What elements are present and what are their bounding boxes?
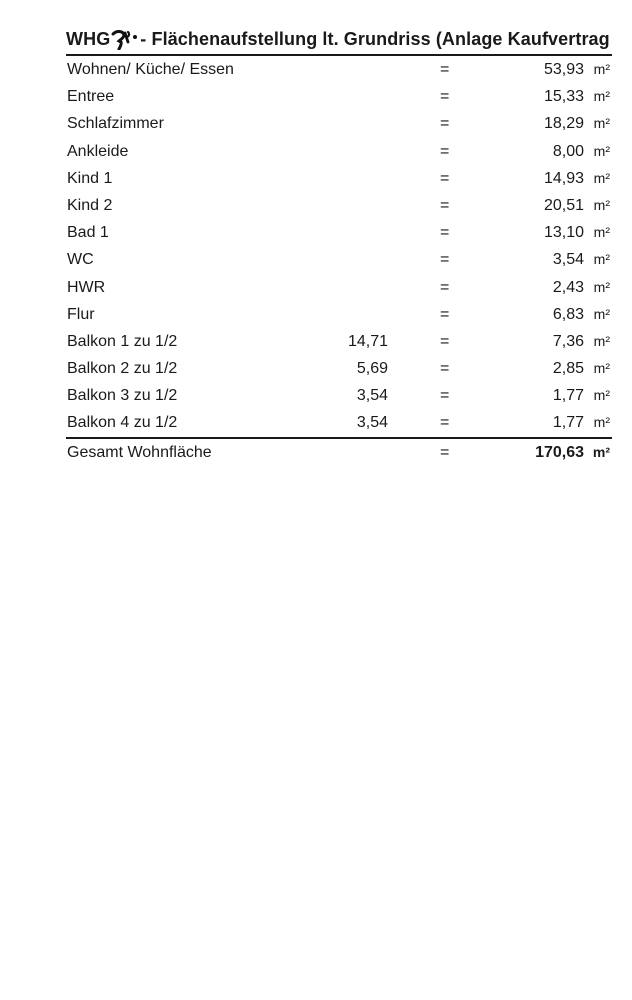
area-unit: m² — [593, 360, 610, 377]
room-label: Schlafzimmer — [67, 115, 164, 133]
area-unit: m² — [593, 305, 610, 322]
area-value: 13,10 — [543, 224, 584, 242]
room-label: Ankleide — [67, 142, 129, 160]
area-value: 8,00 — [552, 142, 584, 160]
area-unit: m² — [593, 196, 610, 213]
room-label: Wohnen/ Küche/ Essen — [67, 61, 234, 78]
room-label: HWR — [67, 278, 106, 296]
room-label: Balkon 1 zu 1/2 — [67, 332, 178, 350]
total-label: Gesamt Wohnfläche — [67, 443, 212, 461]
area-unit: m² — [593, 387, 610, 404]
area-unit: m² — [593, 278, 610, 295]
area-table — [66, 56, 612, 437]
table-row — [66, 83, 612, 110]
gross-area-value: 3,54 — [356, 387, 388, 405]
table-row — [66, 138, 612, 165]
room-label: Entree — [67, 88, 115, 106]
equals-sign: = — [440, 278, 450, 296]
equals-sign: = — [440, 196, 450, 214]
table-row — [66, 382, 612, 409]
gross-area-value: 14,71 — [347, 332, 388, 350]
equals-sign: = — [440, 360, 450, 378]
table-row — [66, 274, 612, 301]
area-unit: m² — [593, 251, 610, 268]
area-value: 18,29 — [543, 115, 584, 133]
area-unit: m² — [593, 332, 610, 349]
table-row — [66, 301, 612, 328]
area-value: 15,33 — [543, 88, 584, 106]
table-row — [66, 219, 612, 246]
room-label: Kind 1 — [67, 169, 113, 187]
table-row — [66, 246, 612, 273]
equals-sign: = — [440, 115, 450, 133]
table-row — [66, 328, 612, 355]
equals-sign: = — [440, 387, 450, 405]
area-unit: m² — [593, 115, 610, 132]
equals-sign: = — [440, 305, 450, 323]
room-label: WC — [67, 251, 94, 269]
area-unit: m² — [593, 224, 610, 241]
table-row — [66, 56, 612, 83]
room-label: Balkon 2 zu 1/2 — [67, 360, 178, 378]
total-unit: m² — [592, 443, 610, 460]
header-prefix: WHG — [66, 28, 111, 49]
area-unit: m² — [593, 414, 610, 431]
header-title: - Flächenaufstellung lt. Grundriss (Anlage Kaufvertrag — [140, 28, 610, 49]
gross-area-value: 5,69 — [356, 360, 388, 378]
document-header — [66, 24, 612, 54]
room-label: Flur — [67, 305, 95, 323]
area-value: 6,83 — [552, 305, 584, 323]
room-label: Bad 1 — [67, 224, 109, 242]
total-equals-sign: = — [440, 443, 450, 461]
area-value: 7,36 — [552, 332, 584, 350]
room-label: Balkon 3 zu 1/2 — [67, 387, 178, 405]
table-row — [66, 409, 612, 436]
equals-sign: = — [440, 414, 450, 432]
area-value: 20,51 — [543, 196, 584, 214]
handwritten-number-mark-icon — [111, 28, 139, 50]
area-unit: m² — [593, 88, 610, 105]
equals-sign: = — [440, 224, 450, 242]
table-row — [66, 355, 612, 382]
equals-sign: = — [440, 251, 450, 269]
area-value: 53,93 — [543, 61, 584, 78]
gross-area-value: 3,54 — [356, 414, 388, 432]
equals-sign: = — [440, 169, 450, 187]
area-value: 2,43 — [552, 278, 584, 296]
total-row — [66, 439, 612, 466]
room-label: Kind 2 — [67, 196, 113, 214]
total-value: 170,63 — [535, 443, 584, 461]
area-schedule-document — [66, 24, 612, 466]
table-row — [66, 165, 612, 192]
area-value: 3,54 — [552, 251, 584, 269]
area-value: 1,77 — [552, 387, 584, 405]
room-label: Balkon 4 zu 1/2 — [67, 414, 178, 432]
equals-sign: = — [440, 61, 450, 78]
equals-sign: = — [440, 332, 450, 350]
equals-sign: = — [440, 88, 450, 106]
area-value: 2,85 — [552, 360, 584, 378]
area-value: 1,77 — [552, 414, 584, 432]
table-row — [66, 192, 612, 219]
area-value: 14,93 — [543, 169, 584, 187]
area-unit: m² — [593, 169, 610, 186]
area-unit: m² — [593, 61, 610, 77]
equals-sign: = — [440, 142, 450, 160]
area-unit: m² — [593, 142, 610, 159]
table-row — [66, 110, 612, 137]
